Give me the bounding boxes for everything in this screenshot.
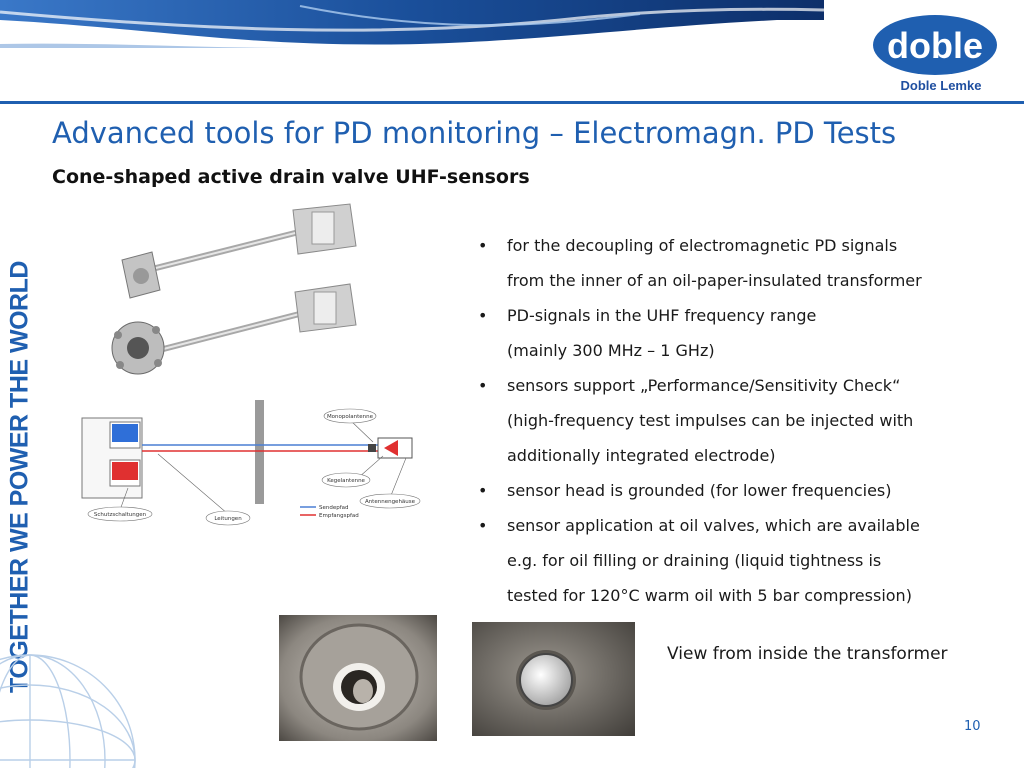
bullet-line: • sensor head is grounded (for lower frequencies) [507,481,892,500]
bullet-line: from the inner of an oil-paper-insulated transformer [507,271,922,290]
globe-graphic [0,610,140,768]
bullet-line: • for the decoupling of electromagnetic PD signals [507,236,898,255]
bullet-line: (high-frequency test impulses can be injected with [507,411,914,430]
inside-view-photo-sensor [472,622,635,736]
receive-module [112,462,138,480]
slide-subtitle: Cone-shaped active drain valve UHF-sensors [52,166,530,188]
bullet-line: • PD-signals in the UHF frequency range [507,306,817,325]
photo-caption: View from inside the transformer [667,644,948,664]
svg-text:doble: doble [887,25,983,66]
header-divider [0,101,1024,104]
bullet-line: • sensors support „Performance/Sensitivity Check“ [507,376,901,395]
bullet-item [478,298,998,368]
bullet-item [478,228,998,298]
bullet-line: tested for 120°C warm oil with 5 bar compression) [507,586,912,605]
slogan-strip [2,152,38,693]
svg-text:®: ® [990,23,996,32]
bullet-line: (mainly 300 MHz – 1 GHz) [507,341,715,360]
label-monopolantenne: Monopolantenne [326,414,374,420]
uhf-sensor-image [100,200,370,395]
sensor-schematic-diagram [78,398,428,528]
slide-title: Advanced tools for PD monitoring – Electromagn. PD Tests [52,116,897,150]
send-module [112,424,138,442]
bullet-item [478,368,998,473]
header-banner-image [0,0,824,48]
bullet-item [478,473,998,508]
label-kegelantenne: Kegelantenne [327,478,365,484]
bullet-line: additionally integrated electrode) [507,446,776,465]
page-number: 10 [964,719,981,734]
label-antennengehaeuse: Antennengehäuse [364,499,416,505]
bullet-line: • sensor application at oil valves, which are available [507,516,920,535]
inside-view-photo-open [279,615,437,741]
label-leitungen: Leitungen [214,516,242,522]
logo-subtitle: Doble Lemke [900,78,982,93]
legend-empfangspfad: Empfangspfad [319,513,359,519]
label-schutzschaltungen: Schutzschaltungen [93,512,147,518]
slogan-text: TOGETHER WE POWER THE WORLD [5,261,34,693]
bullet-line: e.g. for oil filling or draining (liquid tightness is [507,551,882,570]
bullet-list [478,228,998,613]
legend-sendepfad: Sendepfad [319,505,349,511]
bullet-item [478,508,998,613]
tank-wall [255,400,264,504]
